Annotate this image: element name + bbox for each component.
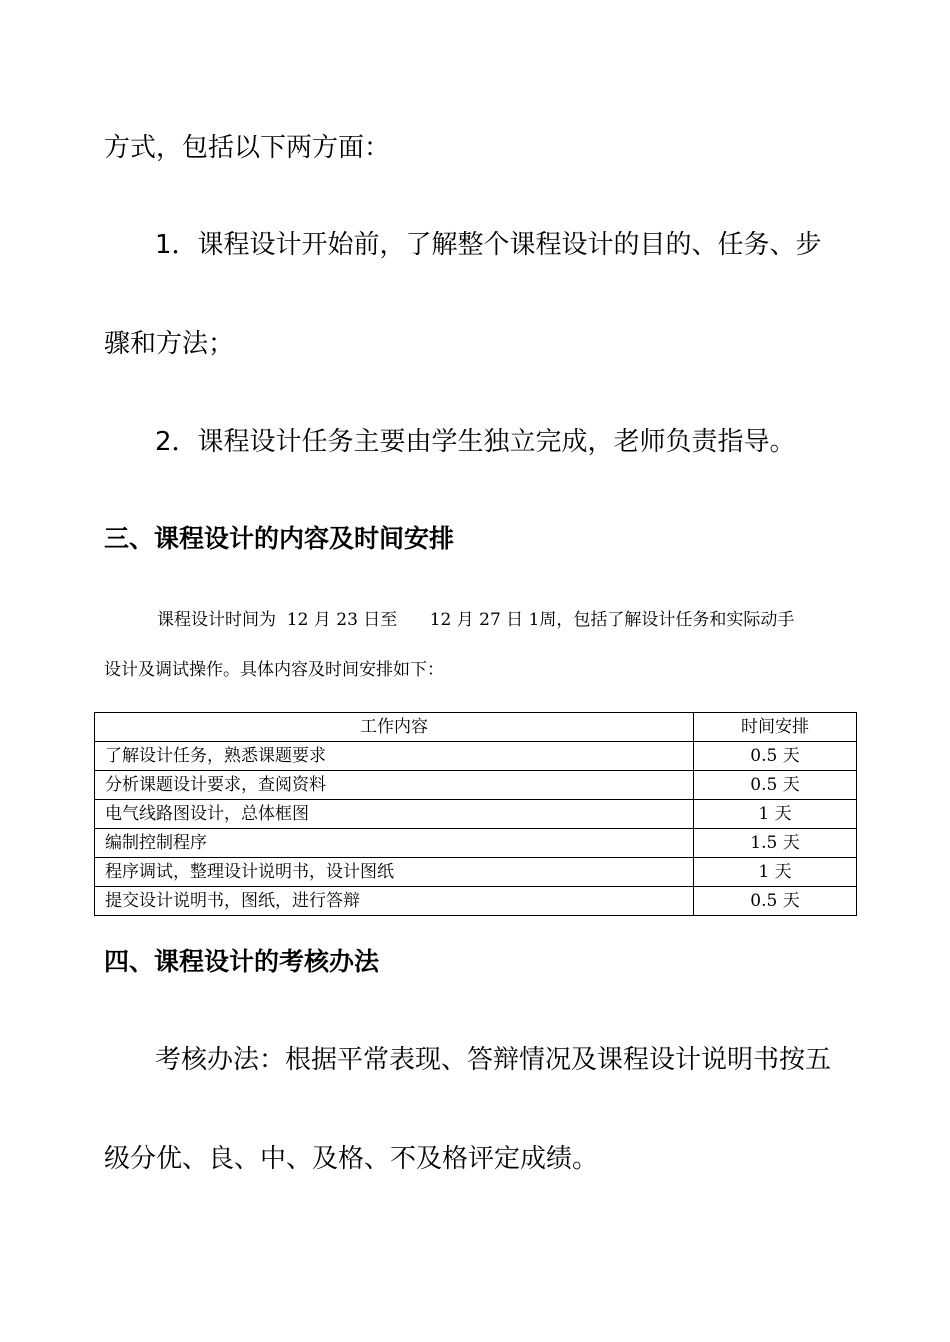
- row-content: 了解设计任务，熟悉课题要求: [95, 742, 694, 771]
- table-row: [95, 887, 857, 916]
- paragraph-item-1-line2: 骤和方法；: [104, 329, 235, 359]
- paragraph-item-1-line1: 1．课程设计开始前，了解整个课程设计的目的、任务、步: [155, 230, 822, 260]
- table-row: [95, 742, 857, 771]
- section-3-intro-line1: 课程设计时间为 12 月 23 日至 12 月 27 日 1周，包括了解设计任务和实际动手: [157, 610, 795, 630]
- header-work-content: 工作内容: [95, 713, 694, 742]
- assessment-line2: 级分优、良、中、及格、不及格评定成绩。: [104, 1144, 599, 1174]
- row-content: 电气线路图设计，总体框图: [95, 800, 694, 829]
- row-time: 0.5 天: [694, 887, 857, 916]
- row-time: 0.5 天: [694, 771, 857, 800]
- row-time: 1 天: [694, 858, 857, 887]
- assessment-line1: 考核办法：根据平常表现、答辩情况及课程设计说明书按五: [155, 1045, 832, 1075]
- section-3-heading: 三、课程设计的内容及时间安排: [104, 524, 455, 553]
- paragraph-methods-intro: 方式，包括以下两方面：: [104, 133, 391, 163]
- table-row: [95, 800, 857, 829]
- paragraph-item-2: 2．课程设计任务主要由学生独立完成，老师负责指导。: [155, 427, 796, 457]
- table-row: [95, 829, 857, 858]
- row-time: 1 天: [694, 800, 857, 829]
- row-content: 提交设计说明书，图纸，进行答辩: [95, 887, 694, 916]
- row-content: 分析课题设计要求，查阅资料: [95, 771, 694, 800]
- row-time: 1.5 天: [694, 829, 857, 858]
- row-time: 0.5 天: [694, 742, 857, 771]
- row-content: 编制控制程序: [95, 829, 694, 858]
- schedule-table: [94, 712, 857, 916]
- header-time-schedule: 时间安排: [694, 713, 857, 742]
- section-3-intro-line2: 设计及调试操作。具体内容及时间安排如下：: [104, 660, 444, 680]
- section-4-heading: 四、课程设计的考核办法: [104, 947, 380, 976]
- row-content: 程序调试，整理设计说明书，设计图纸: [95, 858, 694, 887]
- table-row: [95, 771, 857, 800]
- table-header-row: [95, 713, 857, 742]
- table-row: [95, 858, 857, 887]
